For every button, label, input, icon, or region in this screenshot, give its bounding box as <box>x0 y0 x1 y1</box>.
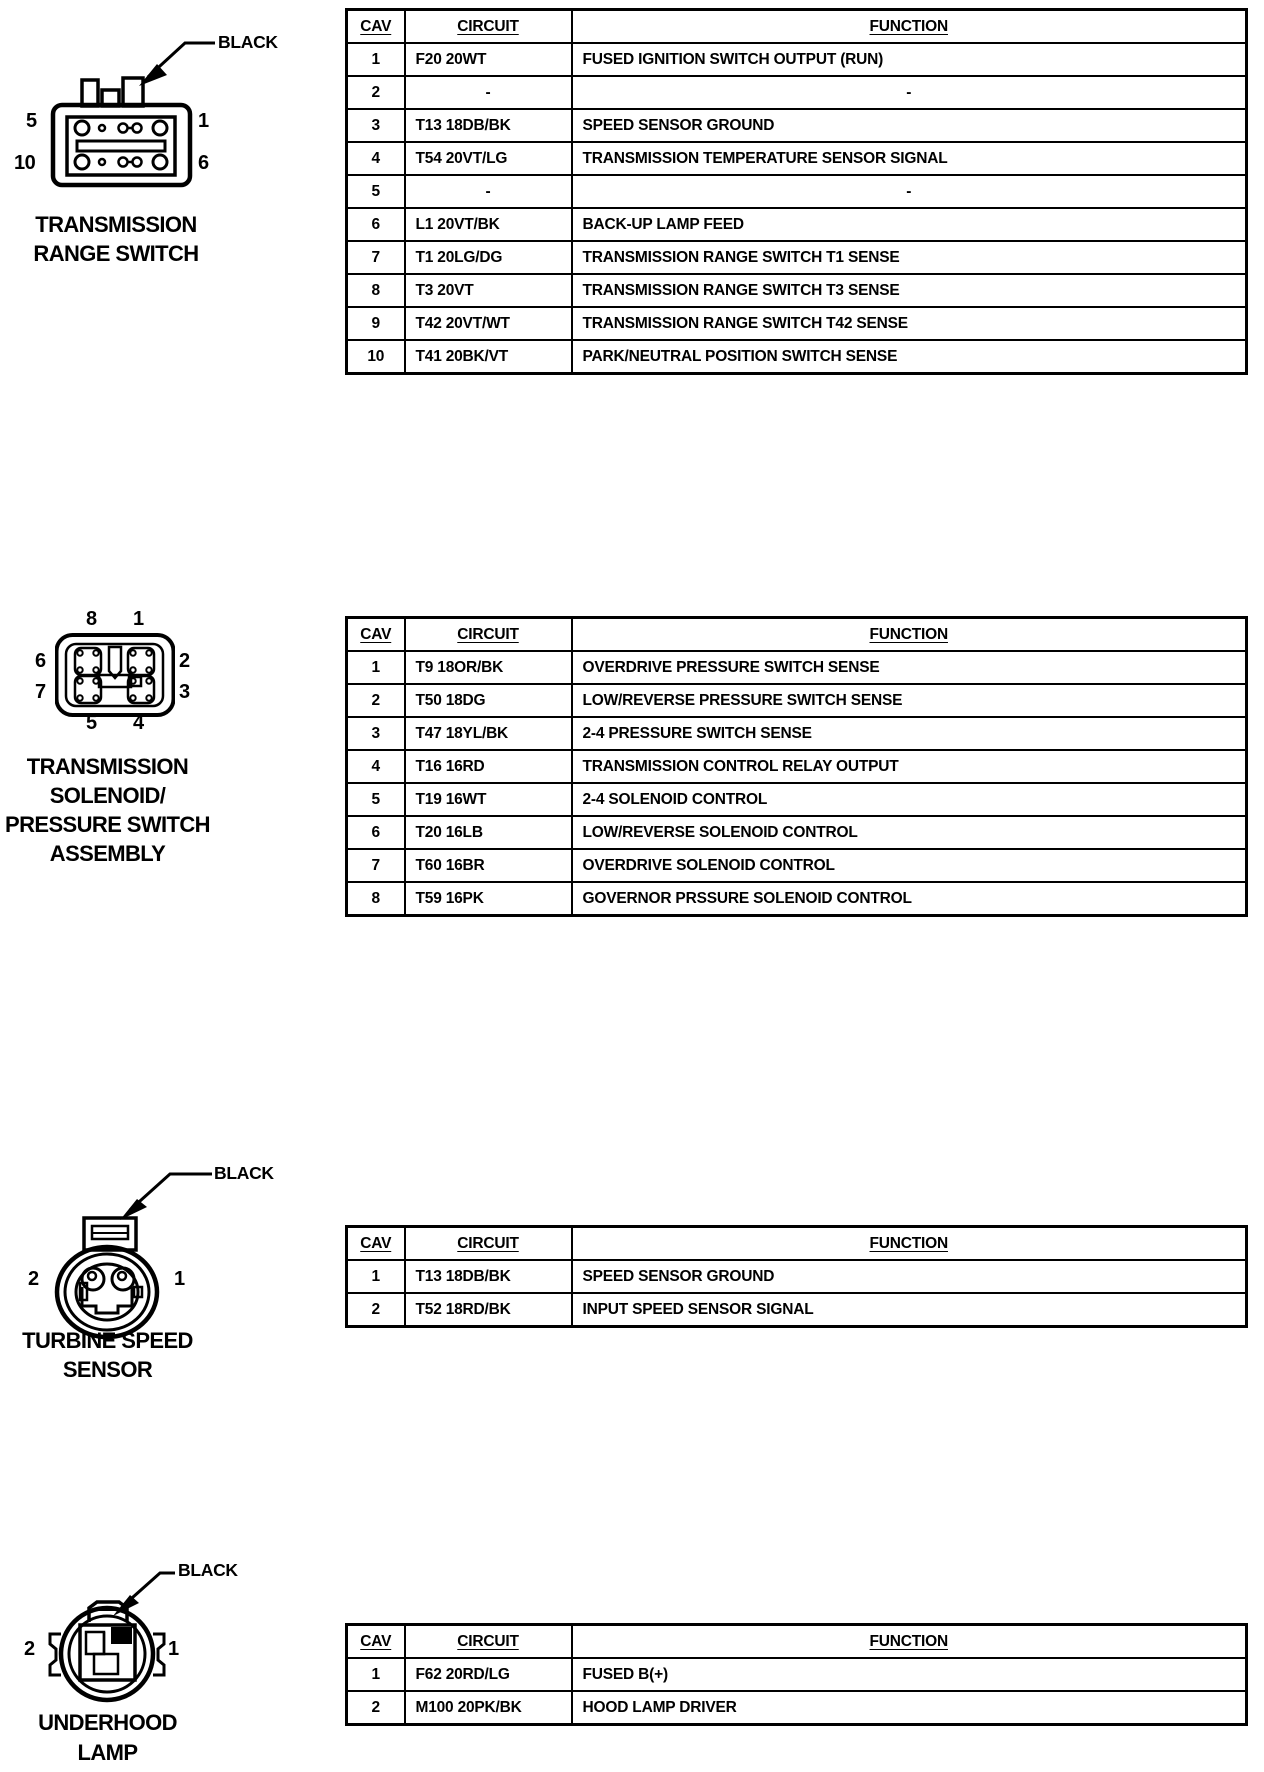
cav-cell: 10 <box>347 340 405 374</box>
connector-title-line: TRANSMISSION <box>26 754 189 779</box>
circuit-cell: T54 20VT/LG <box>405 142 572 175</box>
table-row <box>347 717 1247 750</box>
table-row <box>347 208 1247 241</box>
pin-label-2: 2 <box>24 1638 35 1660</box>
pin-label-5: 5 <box>26 110 37 132</box>
table-row <box>347 307 1247 340</box>
table-row <box>347 274 1247 307</box>
cav-cell: 1 <box>347 1260 405 1293</box>
pin-label-5: 5 <box>86 712 97 734</box>
circuit-cell: T60 16BR <box>405 849 572 882</box>
circuit-header: CIRCUIT <box>405 1625 572 1659</box>
connector-title <box>0 1708 215 1768</box>
circuit-cell: T41 20BK/VT <box>405 340 572 374</box>
cav-cell: 5 <box>347 783 405 816</box>
cav-cell: 2 <box>347 76 405 109</box>
connector-title <box>10 210 222 268</box>
pin-label-1: 1 <box>198 110 209 132</box>
pin-label-2: 2 <box>28 1268 39 1290</box>
circuit-header: CIRCUIT <box>405 10 572 44</box>
circuit-cell: T3 20VT <box>405 274 572 307</box>
cav-cell: 1 <box>347 43 405 76</box>
cav-cell: 9 <box>347 307 405 340</box>
connector-title-line: SOLENOID/ <box>49 783 166 808</box>
circuit-header: CIRCUIT <box>405 618 572 652</box>
pin-label-8: 8 <box>86 608 97 630</box>
connector-color-label: BLACK <box>214 1163 274 1183</box>
connector-title-line: UNDERHOOD <box>38 1710 177 1735</box>
circuit-cell: T9 18OR/BK <box>405 651 572 684</box>
table-row <box>347 109 1247 142</box>
circuit-cell: T1 20LG/DG <box>405 241 572 274</box>
cav-header: CAV <box>347 618 405 652</box>
pin-label-7: 7 <box>35 681 46 703</box>
circuit-cell: T50 18DG <box>405 684 572 717</box>
function-cell: TRANSMISSION RANGE SWITCH T3 SENSE <box>572 274 1247 307</box>
cav-header: CAV <box>347 1625 405 1659</box>
cav-cell: 4 <box>347 750 405 783</box>
cav-cell: 4 <box>347 142 405 175</box>
cav-cell: 7 <box>347 241 405 274</box>
function-cell: SPEED SENSOR GROUND <box>572 109 1247 142</box>
pinout-table-transmission-solenoid <box>345 616 1248 917</box>
connector-title-line: TURBINE SPEED <box>22 1328 193 1353</box>
circuit-cell: T47 18YL/BK <box>405 717 572 750</box>
table-row <box>347 816 1247 849</box>
cav-header: CAV <box>347 10 405 44</box>
function-header: FUNCTION <box>572 618 1247 652</box>
table-row <box>347 1260 1247 1293</box>
connector-title <box>0 752 215 868</box>
function-header: FUNCTION <box>572 1227 1247 1261</box>
cav-cell: 6 <box>347 816 405 849</box>
table-row <box>347 1658 1247 1691</box>
table-row <box>347 750 1247 783</box>
circuit-cell: F20 20WT <box>405 43 572 76</box>
table-row <box>347 340 1247 374</box>
table-row <box>347 241 1247 274</box>
table-header-row <box>347 1625 1247 1659</box>
circuit-cell: T52 18RD/BK <box>405 1293 572 1327</box>
function-cell: GOVERNOR PRSSURE SOLENOID CONTROL <box>572 882 1247 916</box>
cav-cell: 8 <box>347 882 405 916</box>
circuit-cell: T19 16WT <box>405 783 572 816</box>
pin-label-6: 6 <box>198 152 209 174</box>
pin-label-1: 1 <box>133 608 144 630</box>
pin-label-1: 1 <box>168 1638 179 1660</box>
cav-cell: 3 <box>347 109 405 142</box>
circuit-cell: T42 20VT/WT <box>405 307 572 340</box>
circuit-cell: F62 20RD/LG <box>405 1658 572 1691</box>
function-cell: TRANSMISSION RANGE SWITCH T42 SENSE <box>572 307 1247 340</box>
function-cell: 2-4 PRESSURE SWITCH SENSE <box>572 717 1247 750</box>
function-cell: - <box>572 175 1247 208</box>
pinout-table-transmission-range-switch <box>345 8 1248 375</box>
cav-cell: 1 <box>347 651 405 684</box>
cav-cell: 7 <box>347 849 405 882</box>
table-row <box>347 1293 1247 1327</box>
connector-color-label: BLACK <box>178 1560 238 1580</box>
circuit-cell: T13 18DB/BK <box>405 109 572 142</box>
function-cell: FUSED B(+) <box>572 1658 1247 1691</box>
table-row <box>347 651 1247 684</box>
connector-title-line: SENSOR <box>62 1357 153 1382</box>
function-cell: - <box>572 76 1247 109</box>
function-header: FUNCTION <box>572 1625 1247 1659</box>
function-header: FUNCTION <box>572 10 1247 44</box>
pin-label-3: 3 <box>179 681 190 703</box>
cav-cell: 2 <box>347 1293 405 1327</box>
connector-color-label: BLACK <box>218 32 278 52</box>
circuit-cell: M100 20PK/BK <box>405 1691 572 1725</box>
turbine-speed-sensor-connector-diagram <box>40 1155 220 1345</box>
transmission-solenoid-connector-diagram <box>55 633 175 719</box>
table-row <box>347 43 1247 76</box>
function-cell: OVERDRIVE SOLENOID CONTROL <box>572 849 1247 882</box>
function-cell: FUSED IGNITION SWITCH OUTPUT (RUN) <box>572 43 1247 76</box>
table-row <box>347 1691 1247 1725</box>
cav-cell: 2 <box>347 684 405 717</box>
circuit-cell: T16 16RD <box>405 750 572 783</box>
pinout-table-underhood-lamp <box>345 1623 1248 1726</box>
circuit-cell: T59 16PK <box>405 882 572 916</box>
cav-cell: 5 <box>347 175 405 208</box>
circuit-cell: T13 18DB/BK <box>405 1260 572 1293</box>
function-cell: LOW/REVERSE PRESSURE SWITCH SENSE <box>572 684 1247 717</box>
function-cell: LOW/REVERSE SOLENOID CONTROL <box>572 816 1247 849</box>
pinout-table-turbine-speed-sensor <box>345 1225 1248 1328</box>
function-cell: TRANSMISSION TEMPERATURE SENSOR SIGNAL <box>572 142 1247 175</box>
function-cell: PARK/NEUTRAL POSITION SWITCH SENSE <box>572 340 1247 374</box>
table-row <box>347 882 1247 916</box>
table-header-row <box>347 10 1247 44</box>
circuit-header: CIRCUIT <box>405 1227 572 1261</box>
table-row <box>347 76 1247 109</box>
cav-cell: 6 <box>347 208 405 241</box>
pin-label-10: 10 <box>14 152 36 174</box>
circuit-cell: T20 16LB <box>405 816 572 849</box>
table-row <box>347 142 1247 175</box>
pin-label-6: 6 <box>35 650 46 672</box>
cav-cell: 2 <box>347 1691 405 1725</box>
cav-cell: 1 <box>347 1658 405 1691</box>
pin-label-1: 1 <box>174 1268 185 1290</box>
function-cell: TRANSMISSION RANGE SWITCH T1 SENSE <box>572 241 1247 274</box>
pin-label-2: 2 <box>179 650 190 672</box>
table-row <box>347 849 1247 882</box>
cav-cell: 8 <box>347 274 405 307</box>
connector-title-line: ASSEMBLY <box>49 841 166 866</box>
connector-title-line: LAMP <box>77 1740 138 1765</box>
pin-label-4: 4 <box>133 712 144 734</box>
connector-title <box>0 1326 215 1384</box>
cav-header: CAV <box>347 1227 405 1261</box>
circuit-cell: - <box>405 175 572 208</box>
function-cell: OVERDRIVE PRESSURE SWITCH SENSE <box>572 651 1247 684</box>
function-cell: BACK-UP LAMP FEED <box>572 208 1247 241</box>
circuit-cell: L1 20VT/BK <box>405 208 572 241</box>
table-row <box>347 684 1247 717</box>
function-cell: HOOD LAMP DRIVER <box>572 1691 1247 1725</box>
table-header-row <box>347 1227 1247 1261</box>
connector-title-line: RANGE SWITCH <box>33 241 199 266</box>
connector-title-line: PRESSURE SWITCH <box>5 812 210 837</box>
table-header-row <box>347 618 1247 652</box>
connector-title-line: TRANSMISSION <box>35 212 197 237</box>
table-row <box>347 175 1247 208</box>
function-cell: SPEED SENSOR GROUND <box>572 1260 1247 1293</box>
function-cell: INPUT SPEED SENSOR SIGNAL <box>572 1293 1247 1327</box>
cav-cell: 3 <box>347 717 405 750</box>
table-row <box>347 783 1247 816</box>
circuit-cell: - <box>405 76 572 109</box>
function-cell: 2-4 SOLENOID CONTROL <box>572 783 1247 816</box>
function-cell: TRANSMISSION CONTROL RELAY OUTPUT <box>572 750 1247 783</box>
